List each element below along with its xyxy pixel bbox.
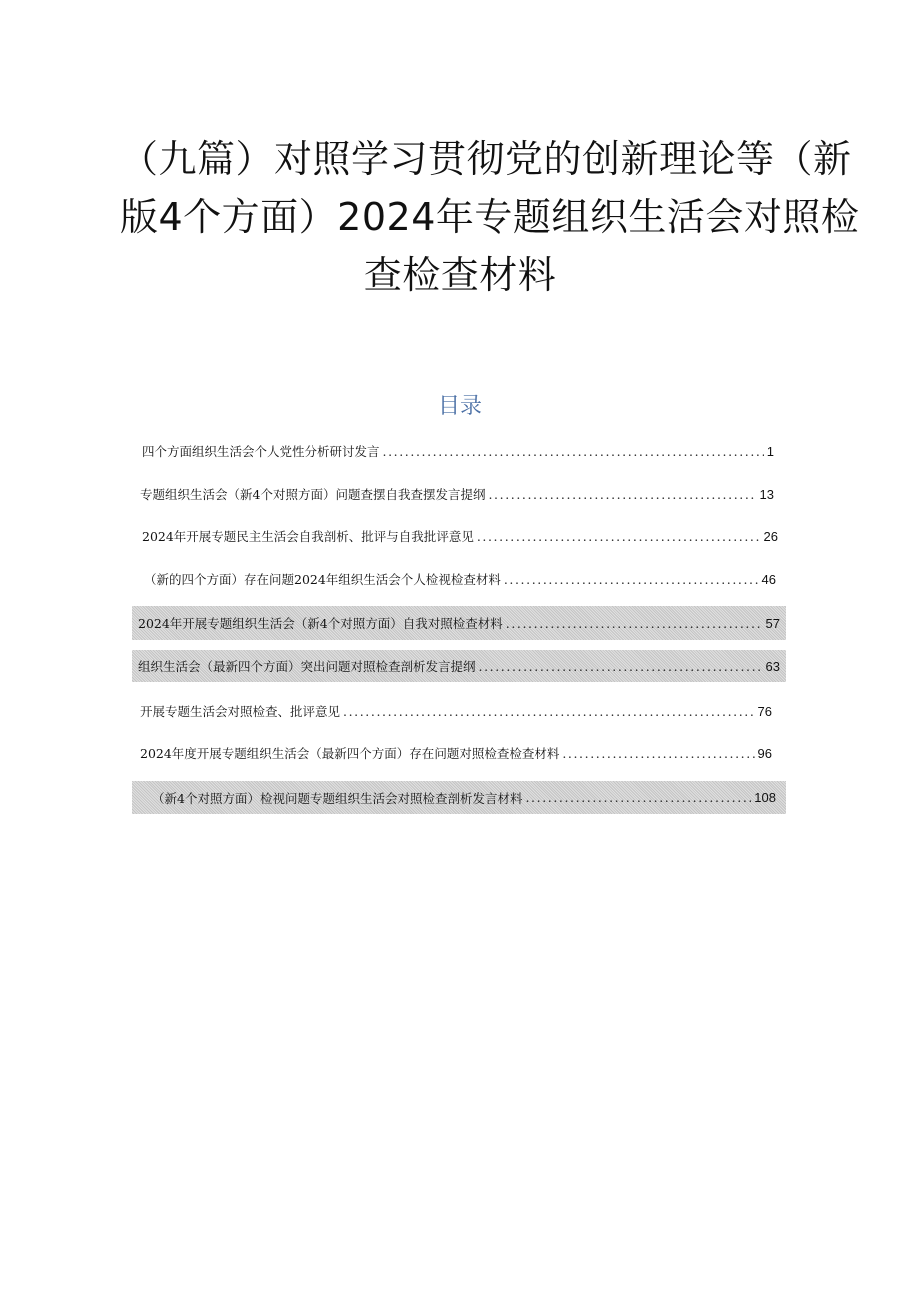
toc-entry-7[interactable] bbox=[136, 696, 776, 726]
toc-dot-leader bbox=[562, 746, 754, 761]
toc-entry-page: 57 bbox=[765, 615, 780, 631]
title-line-3: 查检查材料 bbox=[363, 253, 557, 297]
title-line-1: （九篇）对照学习贯彻党的创新理论等（新 bbox=[120, 137, 852, 181]
toc-dot-leader bbox=[479, 659, 763, 674]
toc-entry-page: 63 bbox=[765, 658, 780, 674]
toc-entry-9[interactable] bbox=[132, 781, 786, 814]
toc-entry-page: 108 bbox=[754, 790, 776, 805]
toc-dot-leader bbox=[488, 487, 756, 502]
toc-entry-label: （新的四个方面）存在问题2024年组织生活会个人检视检查材料 bbox=[144, 572, 501, 587]
toc-dot-leader bbox=[477, 529, 761, 544]
toc-dot-leader bbox=[506, 616, 763, 631]
toc-entry-page: 76 bbox=[757, 703, 772, 719]
toc-entry-5[interactable] bbox=[132, 606, 786, 640]
toc-entry-page: 46 bbox=[761, 571, 776, 587]
toc-entry-3[interactable] bbox=[138, 521, 782, 551]
toc-entry-label: 2024年开展专题民主生活会自我剖析、批评与自我批评意见 bbox=[142, 529, 474, 544]
toc-entry-page: 13 bbox=[759, 486, 774, 502]
toc-entry-page: 26 bbox=[763, 528, 778, 544]
toc-entry-label: 四个方面组织生活会个人党性分析研讨发言 bbox=[142, 444, 380, 459]
toc-entry-8[interactable] bbox=[136, 738, 776, 768]
toc-entry-page: 1 bbox=[766, 443, 774, 459]
toc-entry-1[interactable] bbox=[138, 436, 778, 466]
toc-entry-label: 2024年开展专题组织生活会（新4个对照方面）自我对照检查材料 bbox=[138, 616, 503, 631]
toc-entry-label: 专题组织生活会（新4个对照方面）问题查摆自我查摆发言提纲 bbox=[140, 487, 486, 502]
toc-entry-label: 2024年度开展专题组织生活会（最新四个方面）存在问题对照检查检查材料 bbox=[140, 746, 560, 761]
toc-entry-6[interactable] bbox=[132, 650, 786, 682]
toc-entry-label: 开展专题生活会对照检查、批评意见 bbox=[140, 704, 341, 719]
title-line-2: 版4个方面）2024年专题组织生活会对照检 bbox=[120, 195, 860, 239]
toc-entry-2[interactable] bbox=[136, 479, 778, 509]
toc-dot-leader bbox=[504, 572, 759, 587]
toc-dot-leader bbox=[343, 704, 755, 719]
toc-heading: 目录 bbox=[437, 394, 482, 419]
toc-entry-page: 96 bbox=[757, 745, 772, 761]
toc-entry-label: （新4个对照方面）检视问题专题组织生活会对照检查剖析发言材料 bbox=[152, 790, 523, 806]
toc-dot-leader bbox=[525, 790, 751, 805]
toc-entry-label: 组织生活会（最新四个方面）突出问题对照检查剖析发言提纲 bbox=[138, 659, 476, 674]
toc-dot-leader bbox=[383, 444, 764, 459]
toc-entry-4[interactable] bbox=[140, 564, 780, 594]
